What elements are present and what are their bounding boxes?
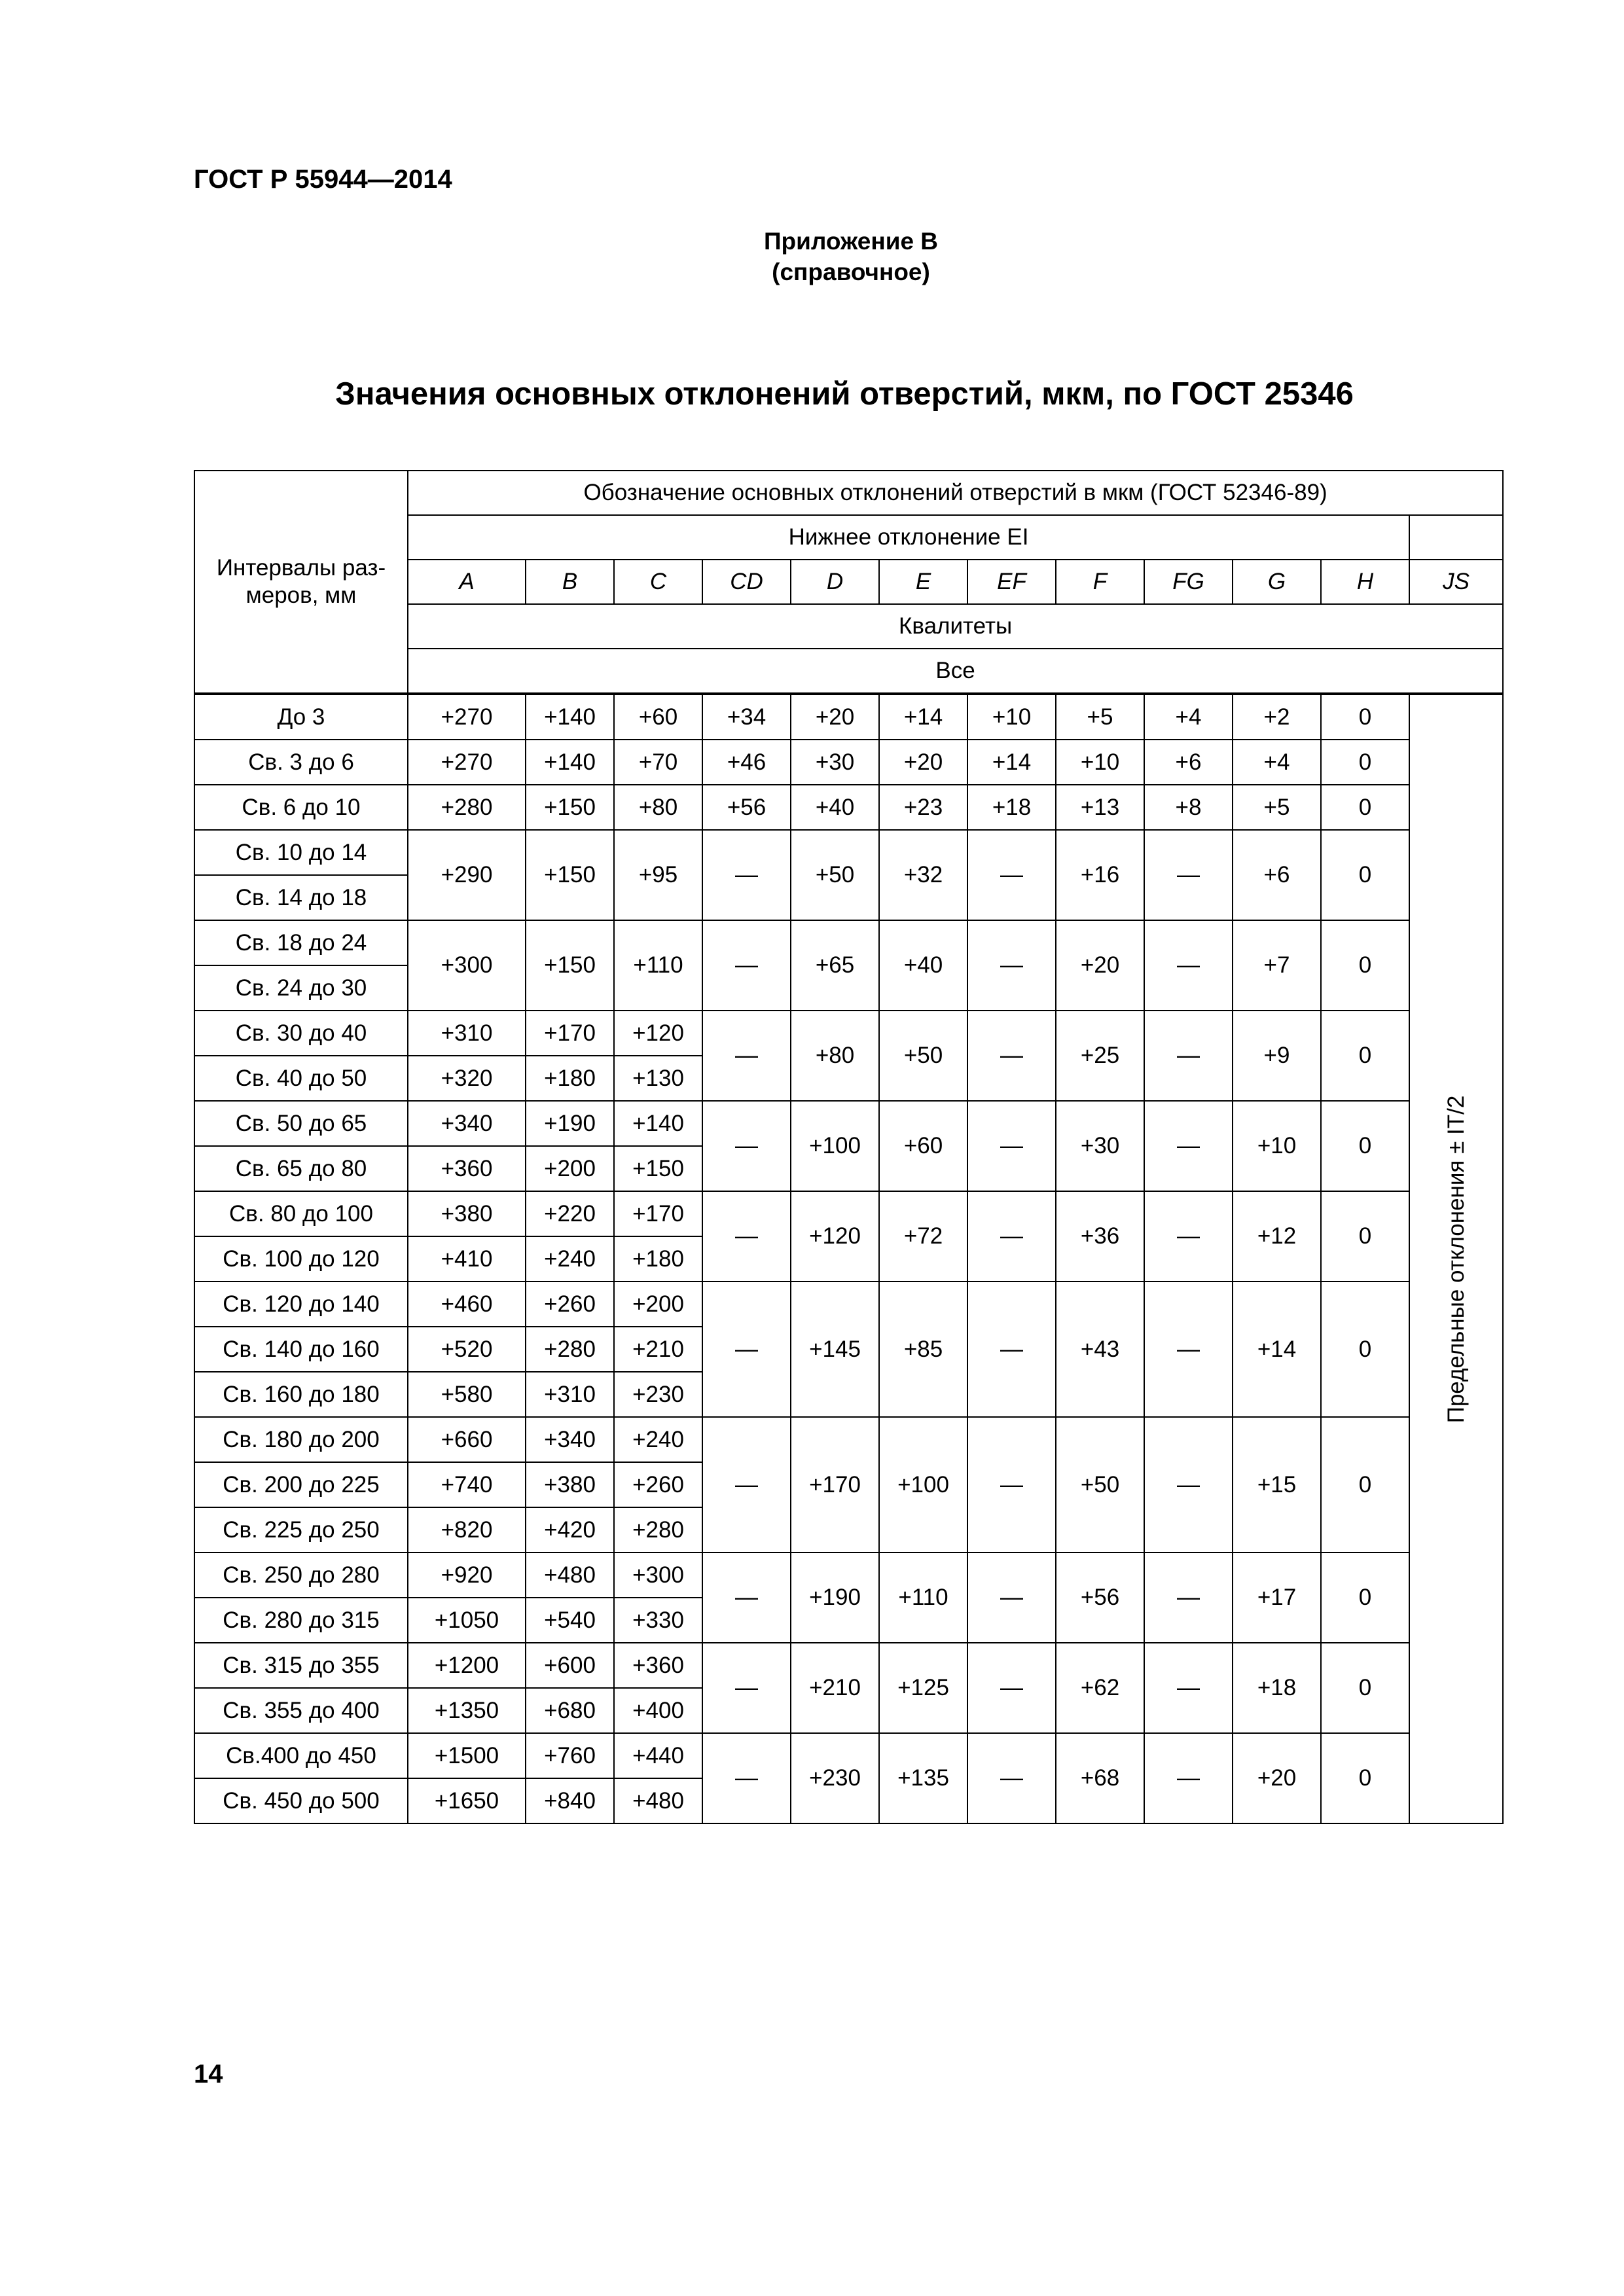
- value-cell-b: +140: [526, 740, 614, 785]
- value-cell-c: +140: [614, 1101, 702, 1146]
- interval-cell: Св. 30 до 40: [194, 1011, 408, 1056]
- value-cell-a: +660: [408, 1417, 526, 1462]
- dash-cell-fg: —: [1144, 1191, 1233, 1282]
- interval-cell: Св. 450 до 500: [194, 1778, 408, 1823]
- document-code: ГОСТ Р 55944—2014: [194, 165, 452, 194]
- interval-cell: Св. 65 до 80: [194, 1146, 408, 1191]
- letter-header-js: JS: [1409, 560, 1503, 604]
- value-cell-a: +740: [408, 1462, 526, 1507]
- grades-header: Квалитеты: [408, 604, 1503, 649]
- dash-cell-ef: —: [967, 1552, 1056, 1643]
- value-cell-h: 0: [1321, 1101, 1409, 1191]
- value-cell-a: +320: [408, 1056, 526, 1101]
- interval-cell: Св. 140 до 160: [194, 1327, 408, 1372]
- interval-cell: Св. 18 до 24: [194, 920, 408, 965]
- value-cell-fg: +8: [1144, 785, 1233, 830]
- value-cell-d: +80: [791, 1011, 879, 1101]
- value-cell-c: +60: [614, 694, 702, 740]
- value-cell-e: +40: [879, 920, 967, 1011]
- value-cell-c: +240: [614, 1417, 702, 1462]
- table-row: [194, 1011, 1503, 1056]
- dash-cell-fg: —: [1144, 1643, 1233, 1733]
- value-cell-c: +200: [614, 1282, 702, 1327]
- interval-cell: Св. 10 до 14: [194, 830, 408, 875]
- value-cell-ef: +18: [967, 785, 1056, 830]
- lower-deviation-header: Нижнее отклонение EI: [408, 515, 1409, 560]
- value-cell-b: +540: [526, 1598, 614, 1643]
- interval-cell: Св. 40 до 50: [194, 1056, 408, 1101]
- value-cell-c: +70: [614, 740, 702, 785]
- value-cell-c: +260: [614, 1462, 702, 1507]
- deviations-table: [194, 470, 1504, 1824]
- value-cell-c: +110: [614, 920, 702, 1011]
- value-cell-a: +280: [408, 785, 526, 830]
- dash-cell-cd: —: [702, 1101, 791, 1191]
- dash-cell-ef: —: [967, 830, 1056, 920]
- value-cell-f: +62: [1056, 1643, 1144, 1733]
- interval-cell: Св. 14 до 18: [194, 875, 408, 920]
- value-cell-g: +9: [1233, 1011, 1321, 1101]
- value-cell-b: +150: [526, 785, 614, 830]
- interval-cell: Св. 280 до 315: [194, 1598, 408, 1643]
- dash-cell-fg: —: [1144, 920, 1233, 1011]
- value-cell-a: +380: [408, 1191, 526, 1236]
- value-cell-b: +220: [526, 1191, 614, 1236]
- value-cell-a: +270: [408, 694, 526, 740]
- value-cell-a: +920: [408, 1552, 526, 1598]
- letter-header-e: E: [879, 560, 967, 604]
- value-cell-a: +1200: [408, 1643, 526, 1688]
- value-cell-h: 0: [1321, 920, 1409, 1011]
- value-cell-b: +150: [526, 830, 614, 920]
- value-cell-b: +200: [526, 1146, 614, 1191]
- value-cell-c: +170: [614, 1191, 702, 1236]
- interval-cell: Св. 6 до 10: [194, 785, 408, 830]
- value-cell-b: +240: [526, 1236, 614, 1282]
- dash-cell-cd: —: [702, 920, 791, 1011]
- value-cell-b: +180: [526, 1056, 614, 1101]
- value-cell-b: +480: [526, 1552, 614, 1598]
- dash-cell-ef: —: [967, 1733, 1056, 1823]
- value-cell-b: +310: [526, 1372, 614, 1417]
- value-cell-d: +145: [791, 1282, 879, 1417]
- value-cell-f: +20: [1056, 920, 1144, 1011]
- js-tolerance-text: Предельные отклонения ± IT/2: [1443, 1095, 1469, 1423]
- table-row: [194, 1733, 1503, 1778]
- value-cell-d: +230: [791, 1733, 879, 1823]
- value-cell-e: +32: [879, 830, 967, 920]
- value-cell-f: +5: [1056, 694, 1144, 740]
- dash-cell-cd: —: [702, 830, 791, 920]
- value-cell-h: 0: [1321, 1417, 1409, 1552]
- value-cell-d: +120: [791, 1191, 879, 1282]
- value-cell-e: +50: [879, 1011, 967, 1101]
- value-cell-f: +43: [1056, 1282, 1144, 1417]
- value-cell-g: +5: [1233, 785, 1321, 830]
- value-cell-f: +68: [1056, 1733, 1144, 1823]
- dash-cell-cd: —: [702, 1733, 791, 1823]
- value-cell-d: +65: [791, 920, 879, 1011]
- value-cell-g: +15: [1233, 1417, 1321, 1552]
- value-cell-c: +280: [614, 1507, 702, 1552]
- letter-header-cd: CD: [702, 560, 791, 604]
- value-cell-a: +360: [408, 1146, 526, 1191]
- value-cell-h: 0: [1321, 694, 1409, 740]
- interval-cell: Св. 120 до 140: [194, 1282, 408, 1327]
- dash-cell-fg: —: [1144, 830, 1233, 920]
- value-cell-ef: +14: [967, 740, 1056, 785]
- value-cell-c: +95: [614, 830, 702, 920]
- value-cell-c: +440: [614, 1733, 702, 1778]
- value-cell-c: +150: [614, 1146, 702, 1191]
- value-cell-a: +1500: [408, 1733, 526, 1778]
- table-body: [194, 694, 1503, 1823]
- value-cell-c: +130: [614, 1056, 702, 1101]
- value-cell-f: +30: [1056, 1101, 1144, 1191]
- letter-header-c: C: [614, 560, 702, 604]
- value-cell-h: 0: [1321, 1282, 1409, 1417]
- dash-cell-fg: —: [1144, 1101, 1233, 1191]
- value-cell-a: +340: [408, 1101, 526, 1146]
- interval-cell: Св. 225 до 250: [194, 1507, 408, 1552]
- interval-cell: Св. 160 до 180: [194, 1372, 408, 1417]
- dash-cell-fg: —: [1144, 1733, 1233, 1823]
- value-cell-ef: +10: [967, 694, 1056, 740]
- value-cell-c: +300: [614, 1552, 702, 1598]
- dash-cell-fg: —: [1144, 1282, 1233, 1417]
- empty-header-cell: [1409, 515, 1503, 560]
- dash-cell-ef: —: [967, 1282, 1056, 1417]
- value-cell-a: +300: [408, 920, 526, 1011]
- value-cell-b: +140: [526, 694, 614, 740]
- dash-cell-ef: —: [967, 1417, 1056, 1552]
- value-cell-g: +17: [1233, 1552, 1321, 1643]
- interval-cell: Св. 3 до 6: [194, 740, 408, 785]
- annex-type: (справочное): [772, 259, 930, 285]
- value-cell-c: +330: [614, 1598, 702, 1643]
- value-cell-c: +80: [614, 785, 702, 830]
- value-cell-c: +120: [614, 1011, 702, 1056]
- value-cell-d: +190: [791, 1552, 879, 1643]
- value-cell-a: +1350: [408, 1688, 526, 1733]
- value-cell-f: +13: [1056, 785, 1144, 830]
- value-cell-b: +170: [526, 1011, 614, 1056]
- value-cell-d: +100: [791, 1101, 879, 1191]
- value-cell-e: +20: [879, 740, 967, 785]
- value-cell-h: 0: [1321, 1552, 1409, 1643]
- value-cell-h: 0: [1321, 1733, 1409, 1823]
- value-cell-h: 0: [1321, 740, 1409, 785]
- value-cell-e: +100: [879, 1417, 967, 1552]
- value-cell-c: +180: [614, 1236, 702, 1282]
- value-cell-h: 0: [1321, 785, 1409, 830]
- value-cell-e: +14: [879, 694, 967, 740]
- interval-cell: Св. 250 до 280: [194, 1552, 408, 1598]
- value-cell-d: +20: [791, 694, 879, 740]
- value-cell-cd: +56: [702, 785, 791, 830]
- letter-header-h: H: [1321, 560, 1409, 604]
- value-cell-e: +23: [879, 785, 967, 830]
- letter-header-fg: FG: [1144, 560, 1233, 604]
- letter-header-f: F: [1056, 560, 1144, 604]
- value-cell-f: +56: [1056, 1552, 1144, 1643]
- letter-header-ef: EF: [967, 560, 1056, 604]
- value-cell-f: +16: [1056, 830, 1144, 920]
- dash-cell-fg: —: [1144, 1011, 1233, 1101]
- table-row: [194, 830, 1503, 875]
- page-number: 14: [194, 2060, 223, 2089]
- value-cell-fg: +4: [1144, 694, 1233, 740]
- value-cell-f: +10: [1056, 740, 1144, 785]
- page-title: Значения основных отклонений отверстий, мкм, по ГОСТ 25346: [335, 376, 1354, 412]
- table-row: [194, 785, 1503, 830]
- value-cell-e: +60: [879, 1101, 967, 1191]
- value-cell-b: +420: [526, 1507, 614, 1552]
- dash-cell-ef: —: [967, 920, 1056, 1011]
- dash-cell-ef: —: [967, 1011, 1056, 1101]
- value-cell-h: 0: [1321, 1191, 1409, 1282]
- value-cell-fg: +6: [1144, 740, 1233, 785]
- dash-cell-fg: —: [1144, 1552, 1233, 1643]
- value-cell-a: +820: [408, 1507, 526, 1552]
- value-cell-g: +12: [1233, 1191, 1321, 1282]
- value-cell-b: +840: [526, 1778, 614, 1823]
- annex-label: Приложение В: [763, 228, 939, 255]
- value-cell-b: +380: [526, 1462, 614, 1507]
- table-row: [194, 1282, 1503, 1327]
- dash-cell-cd: —: [702, 1643, 791, 1733]
- dash-cell-cd: —: [702, 1282, 791, 1417]
- interval-cell: Св. 200 до 225: [194, 1462, 408, 1507]
- value-cell-g: +10: [1233, 1101, 1321, 1191]
- value-cell-cd: +34: [702, 694, 791, 740]
- value-cell-d: +30: [791, 740, 879, 785]
- value-cell-b: +190: [526, 1101, 614, 1146]
- value-cell-b: +760: [526, 1733, 614, 1778]
- interval-cell: Св. 50 до 65: [194, 1101, 408, 1146]
- value-cell-a: +270: [408, 740, 526, 785]
- value-cell-a: +580: [408, 1372, 526, 1417]
- dash-cell-cd: —: [702, 1011, 791, 1101]
- value-cell-a: +460: [408, 1282, 526, 1327]
- dash-cell-cd: —: [702, 1191, 791, 1282]
- table-row: [194, 1101, 1503, 1146]
- interval-cell: Св. 24 до 30: [194, 965, 408, 1011]
- value-cell-d: +50: [791, 830, 879, 920]
- interval-cell: Св. 315 до 355: [194, 1643, 408, 1688]
- value-cell-a: +1650: [408, 1778, 526, 1823]
- letter-header-a: A: [408, 560, 526, 604]
- interval-column-header: Интервалы раз-меров, мм: [194, 471, 408, 694]
- value-cell-e: +72: [879, 1191, 967, 1282]
- interval-cell: До 3: [194, 694, 408, 740]
- interval-cell: Св. 80 до 100: [194, 1191, 408, 1236]
- dash-cell-ef: —: [967, 1191, 1056, 1282]
- letter-header-b: B: [526, 560, 614, 604]
- value-cell-g: +14: [1233, 1282, 1321, 1417]
- table-row: [194, 1552, 1503, 1598]
- designation-header: Обозначение основных отклонений отверстий в мкм (ГОСТ 52346-89): [408, 471, 1503, 515]
- value-cell-a: +290: [408, 830, 526, 920]
- dash-cell-cd: —: [702, 1552, 791, 1643]
- value-cell-c: +360: [614, 1643, 702, 1688]
- value-cell-a: +410: [408, 1236, 526, 1282]
- value-cell-c: +480: [614, 1778, 702, 1823]
- dash-cell-ef: —: [967, 1101, 1056, 1191]
- value-cell-b: +600: [526, 1643, 614, 1688]
- value-cell-c: +230: [614, 1372, 702, 1417]
- table-row: [194, 920, 1503, 965]
- value-cell-e: +135: [879, 1733, 967, 1823]
- value-cell-g: +18: [1233, 1643, 1321, 1733]
- value-cell-f: +25: [1056, 1011, 1144, 1101]
- interval-cell: Св. 100 до 120: [194, 1236, 408, 1282]
- dash-cell-cd: —: [702, 1417, 791, 1552]
- table-row: [194, 740, 1503, 785]
- value-cell-e: +85: [879, 1282, 967, 1417]
- letter-header-d: D: [791, 560, 879, 604]
- dash-cell-ef: —: [967, 1643, 1056, 1733]
- letter-header-g: G: [1233, 560, 1321, 604]
- value-cell-d: +210: [791, 1643, 879, 1733]
- interval-cell: Св.400 до 450: [194, 1733, 408, 1778]
- value-cell-g: +7: [1233, 920, 1321, 1011]
- all-grades-header: Все: [408, 649, 1503, 694]
- value-cell-g: +6: [1233, 830, 1321, 920]
- value-cell-b: +150: [526, 920, 614, 1011]
- value-cell-h: 0: [1321, 830, 1409, 920]
- value-cell-b: +260: [526, 1282, 614, 1327]
- value-cell-b: +340: [526, 1417, 614, 1462]
- table-row: [194, 1643, 1503, 1688]
- value-cell-g: +2: [1233, 694, 1321, 740]
- interval-cell: Св. 180 до 200: [194, 1417, 408, 1462]
- value-cell-b: +680: [526, 1688, 614, 1733]
- value-cell-g: +4: [1233, 740, 1321, 785]
- value-cell-f: +50: [1056, 1417, 1144, 1552]
- js-tolerance-cell: [1409, 694, 1503, 1823]
- value-cell-e: +125: [879, 1643, 967, 1733]
- value-cell-b: +280: [526, 1327, 614, 1372]
- table-row: [194, 1417, 1503, 1462]
- value-cell-e: +110: [879, 1552, 967, 1643]
- value-cell-h: 0: [1321, 1643, 1409, 1733]
- value-cell-c: +210: [614, 1327, 702, 1372]
- table-row: [194, 694, 1503, 740]
- dash-cell-fg: —: [1144, 1417, 1233, 1552]
- value-cell-a: +310: [408, 1011, 526, 1056]
- value-cell-d: +40: [791, 785, 879, 830]
- value-cell-a: +1050: [408, 1598, 526, 1643]
- value-cell-f: +36: [1056, 1191, 1144, 1282]
- value-cell-d: +170: [791, 1417, 879, 1552]
- value-cell-g: +20: [1233, 1733, 1321, 1823]
- value-cell-c: +400: [614, 1688, 702, 1733]
- value-cell-h: 0: [1321, 1011, 1409, 1101]
- interval-cell: Св. 355 до 400: [194, 1688, 408, 1733]
- annex-heading: [655, 226, 1047, 287]
- table-row: [194, 1191, 1503, 1236]
- value-cell-cd: +46: [702, 740, 791, 785]
- value-cell-a: +520: [408, 1327, 526, 1372]
